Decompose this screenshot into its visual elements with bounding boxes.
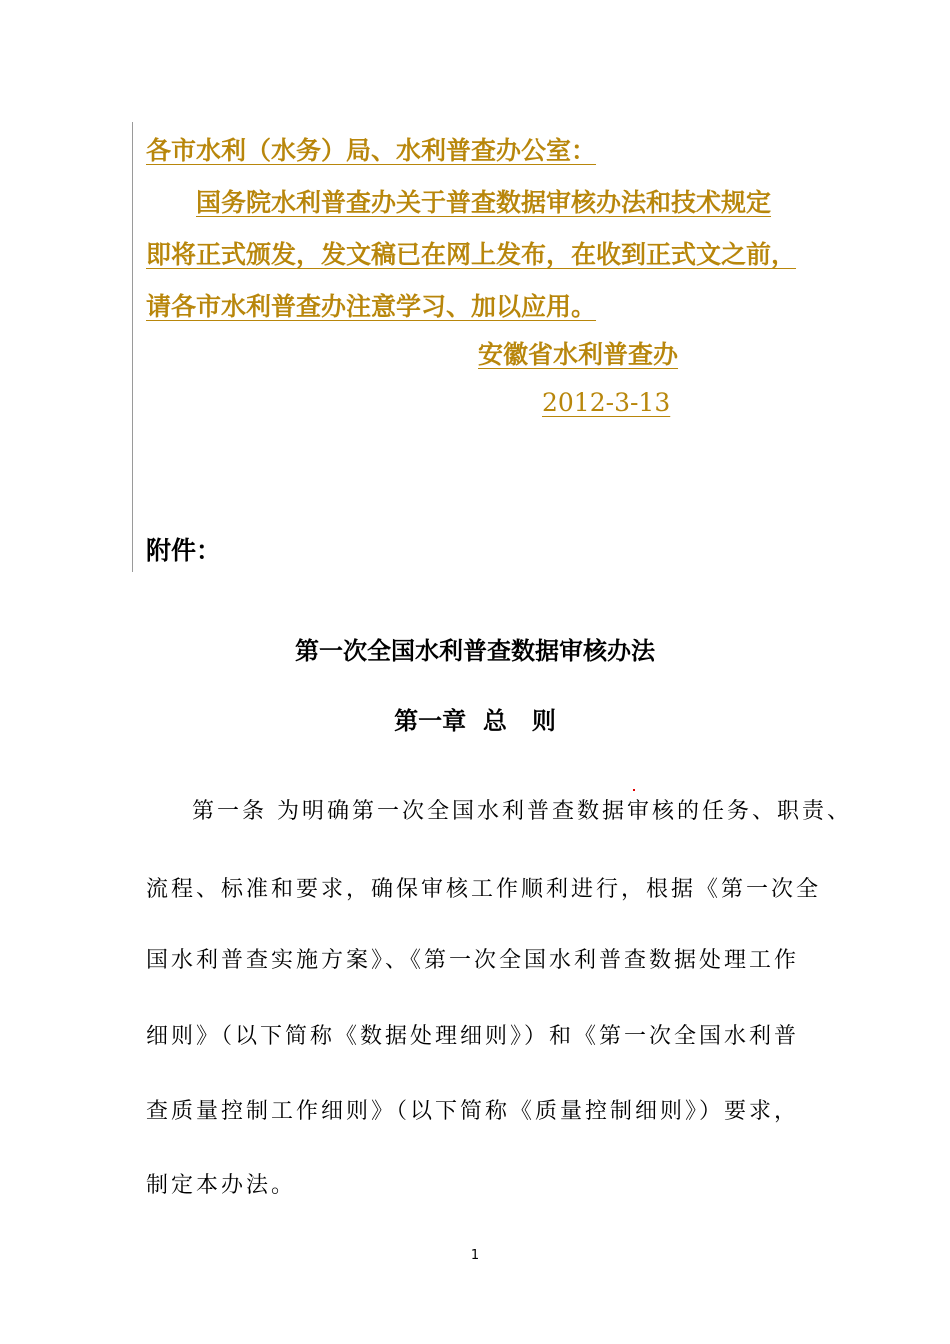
notice-addressee: 各市水利（水务）局、水利普查办公室： xyxy=(146,136,597,165)
chapter-title: 第一章 总 则 xyxy=(394,707,556,735)
red-mark xyxy=(633,789,635,791)
article-line-6: 制定本办法。 xyxy=(146,1173,297,1198)
revision-bar xyxy=(132,122,133,572)
article-line-5: 查质量控制工作细则》（以下简称《质量控制细则》）要求， xyxy=(146,1099,800,1124)
notice-body-line-1: 国务院水利普查办关于普查数据审核办法和技术规定 xyxy=(196,188,772,217)
article-line-3: 国水利普查实施方案》、《第一次全国水利普查数据处理工作 xyxy=(146,948,800,973)
article-line-2: 流程、标准和要求，确保审核工作顺利进行，根据《第一次全 xyxy=(146,877,822,902)
article-line-4: 细则》（以下简称《数据处理细则》）和《第一次全国水利普 xyxy=(146,1024,800,1049)
page-number: 1 xyxy=(470,1248,480,1263)
notice-sender: 安徽省水利普查办 xyxy=(478,340,679,369)
notice-date: 2012-3-13 xyxy=(542,388,671,417)
notice-body-line-2: 即将正式颁发，发文稿已在网上发布，在收到正式文之前， xyxy=(146,240,797,269)
article-line-1: 第一条 为明确第一次全国水利普查数据审核的任务、职责、 xyxy=(192,799,852,824)
attachment-label: 附件： xyxy=(146,536,222,565)
notice-body-line-3: 请各市水利普查办注意学习、加以应用。 xyxy=(146,292,597,321)
document-title: 第一次全国水利普查数据审核办法 xyxy=(295,637,655,665)
